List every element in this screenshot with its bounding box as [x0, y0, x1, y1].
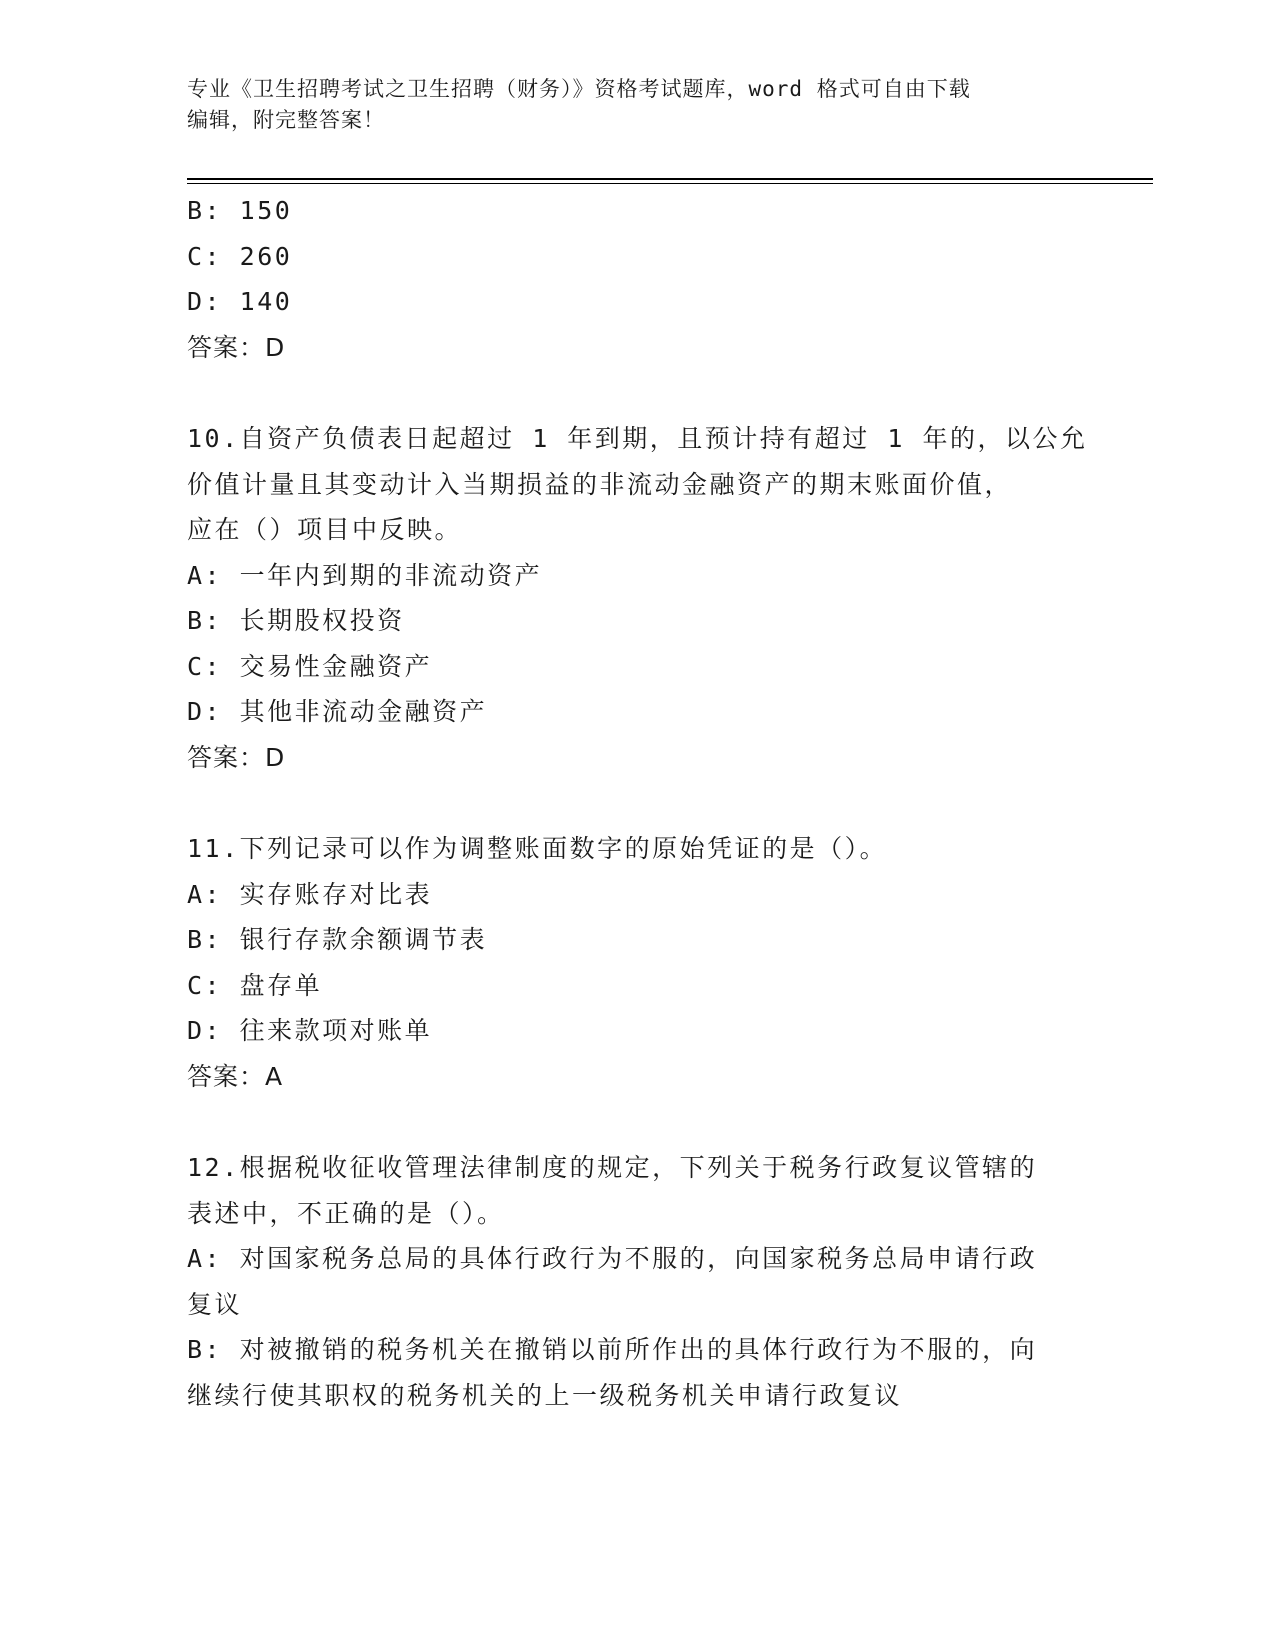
option-b-continued: 继续行使其职权的税务机关的上一级税务机关申请行政复议: [187, 1380, 903, 1410]
option-d: D: 往来款项对账单: [187, 1016, 433, 1045]
question-stem-line: 表述中，不正确的是（）。: [187, 1198, 505, 1228]
answer-line: 答案：A: [187, 1061, 284, 1091]
option-a: A: 一年内到期的非流动资产: [187, 560, 543, 590]
option-b: B: 银行存款余额调节表: [187, 925, 488, 954]
option-c: C: 交易性金融资产: [187, 651, 433, 681]
spacer: [187, 780, 1087, 826]
spacer: [187, 370, 1087, 416]
question-stem-line: 价值计量且其变动计入当期损益的非流动金融资产的期末账面价值，: [187, 469, 1013, 499]
option-d: D: 140: [187, 287, 293, 316]
answer-line: 答案：D: [187, 742, 286, 772]
question-stem-line: 11.下列记录可以作为调整账面数字的原始凭证的是（）。: [187, 834, 888, 863]
header-rule-thin: [187, 183, 1153, 184]
option-a-continued: 复议: [187, 1289, 243, 1319]
header-rule-thick: [187, 178, 1153, 180]
option-b: B: 对被撤销的税务机关在撤销以前所作出的具体行政行为不服的，向: [187, 1335, 1038, 1364]
option-b: B: 150: [187, 196, 293, 225]
header-line-1: 专业《卫生招聘考试之卫生招聘（财务）》资格考试题库，word 格式可自由下载: [187, 77, 971, 101]
answer-line: 答案：D: [187, 332, 286, 362]
question-10: [187, 416, 1087, 780]
question-12: [187, 1145, 1087, 1418]
header-line-2: 编辑，附完整答案！: [187, 108, 385, 132]
option-d: D: 其他非流动金融资产: [187, 697, 488, 726]
option-b: B: 长期股权投资: [187, 606, 405, 635]
question-11: [187, 826, 1087, 1099]
spacer: [187, 1099, 1087, 1145]
question-content: [187, 188, 1087, 1418]
option-c: C: 盘存单: [187, 970, 323, 1000]
option-a: A: 实存账存对比表: [187, 879, 433, 909]
option-a: A: 对国家税务总局的具体行政行为不服的，向国家税务总局申请行政: [187, 1244, 1038, 1273]
document-header: [187, 74, 1087, 136]
option-c: C: 260: [187, 241, 293, 271]
question-9-tail: [187, 188, 1087, 370]
question-stem-line: 10.自资产负债表日起超过 1 年到期，且预计持有超过 1 年的，以公允: [187, 424, 1088, 453]
question-stem-line: 应在（）项目中反映。: [187, 515, 463, 544]
question-stem-line: 12.根据税收征收管理法律制度的规定，下列关于税务行政复议管辖的: [187, 1153, 1038, 1182]
